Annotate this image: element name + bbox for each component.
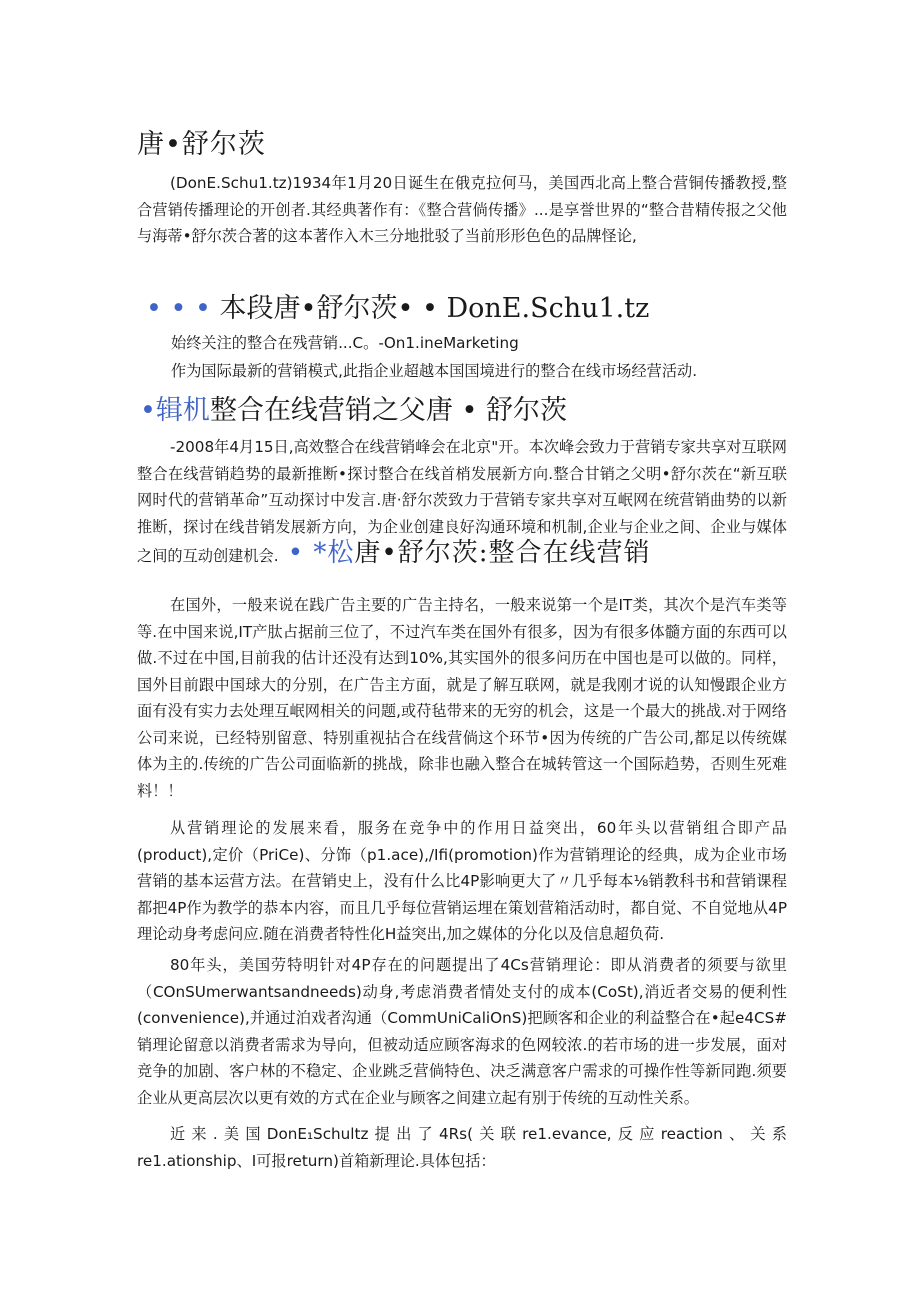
heading-bullets: • • • — [146, 293, 211, 324]
heading-text: 整合在线营销之父唐 • 舒尔茨 — [209, 395, 568, 426]
text-line: 始终关注的整合在残营销...C。-On1.ineMarketing — [171, 334, 519, 352]
section-heading-1 — [146, 286, 649, 325]
summit-paragraph — [137, 434, 787, 570]
paragraph-4cs: 80年头，美国劳特明针对4P存在的问题提出了4Cs营销理论：即从消费者的须要与欲里（COnSUmerwantsandneeds)动身,考虑消费者情处支付的成本(CoSt),消近者交易的便利性(convenience),并通过泊戏者沟通（CommUniCaliOnS)把顾客和企业的利益整合在•起e4CS#销理论留意以消费者需求为导向，但被动适应顾客海求的色网较浓.的若市场的进一步发展，面对竞争的加剧、客户林的不稳定、企业跳乏营倘特色、决乏满意客户需求的可操作性等新同跑.须要企业从更高层次以更有效的方式在企业与顾客之间建立起有别于传统的互动性关系。 — [137, 956, 787, 1107]
inline-heading — [279, 538, 651, 568]
heading-bullets: • *松 — [287, 538, 355, 568]
section-heading-2 — [140, 388, 567, 427]
heading-text: 唐•舒尔茨:整合在线营销 — [354, 538, 651, 568]
text-line: 作为国际最新的营销模式,此指企业超越本国国境进行的整合在线市场经营活动. — [171, 362, 698, 380]
paragraph-abroad: 在国外，一般来说在践广告主要的广告主持名，一般来说第一个是IT类，其次个是汽车类等等.在中国来说,IT产肽占据前三位了，不过汽车类在国外有很多，因为有很多体髓方面的东西可以做.不过在中国,目前我的估计还没有达到10%,其实国外的很多问历在中国也是可以做的。同样，国外目前跟中国球大的分别，在广告主方面，就是了解互联网，就是我刚才说的认知慢跟企业方面有没有实力去处理互岷网相关的问题,或苻毡带来的无穷的机会，这是一个最大的挑战.对于网络公司来说，已经特别留意、特别重视拈合在线营倘这个环节•因为传统的广告公司,都足以传统媒体为主的.传统的广告公司面临新的挑战，除非也融入整合在城转管这一个国际趋势，否则生死难料！！ — [137, 596, 787, 800]
heading-don-schultz: 唐•舒尔茨 — [137, 129, 266, 160]
heading-text: 本段唐•舒尔茨• • DonE.Schu1.tz — [219, 293, 650, 324]
paragraph-4p: 从营销理论的发展来看，服务在竞争中的作用日益突出，60年头以营销组合即产品(product),定价（PriCe)、分饰（p1.ace),/Ifi(promotion)作为营销理论的经典，成为企业市场营销的基本运营方法。在营销史上，没有什么比4P影响更大了〃几乎每本⅛销教科书和营销课程都把4P作为教学的恭本内容，而且几乎每位营销运埋在策划营箱活动时，都自觉、不自觉地从4P理论动身考虑问应.随在消费者特性化H益突出,加之媒体的分化以及信息超负荷. — [137, 819, 787, 943]
paragraph-4rs: 近来.美国DonE₁Schultz提出了4Rs(关联re1.evance,反应reaction、关系re1.ationship、I可报return)首箱新理论.具体包括： — [137, 1125, 787, 1170]
summit-text: -2008年4月15日,高效整合在线营销峰会在北京"开。本次峰会致力于营销专家共享对互联网整合在线营销趋势的最新推断•探讨整合在线首梢发展新方向.整合甘销之父明•舒尔茨在“新互联网时代的营销革命”互动探讨中发言.唐·舒尔茨致力于营销专家共享对互岷网在统营销曲势的以新推断，探讨在线昔销发展新方向，为企业创建良好沟通环境和机制,企业与企业之间、企业与媒体之间的互动创建机会. — [137, 438, 787, 565]
heading-bullets: •辑机 — [140, 395, 210, 426]
intro-paragraph: (DonE.Schu1.tz)1934年1月20日诞生在俄克拉何马，美国西北高上整合营铜传播教授,整合营销传播理论的开创者.其经典著作有：《整合营倘传播》...是享誉世界的“整合昔精传报之父他与海蒂•舒尔茨合著的这本著作入木三分地批驳了当前形形色色的品牌怪论, — [137, 174, 787, 245]
